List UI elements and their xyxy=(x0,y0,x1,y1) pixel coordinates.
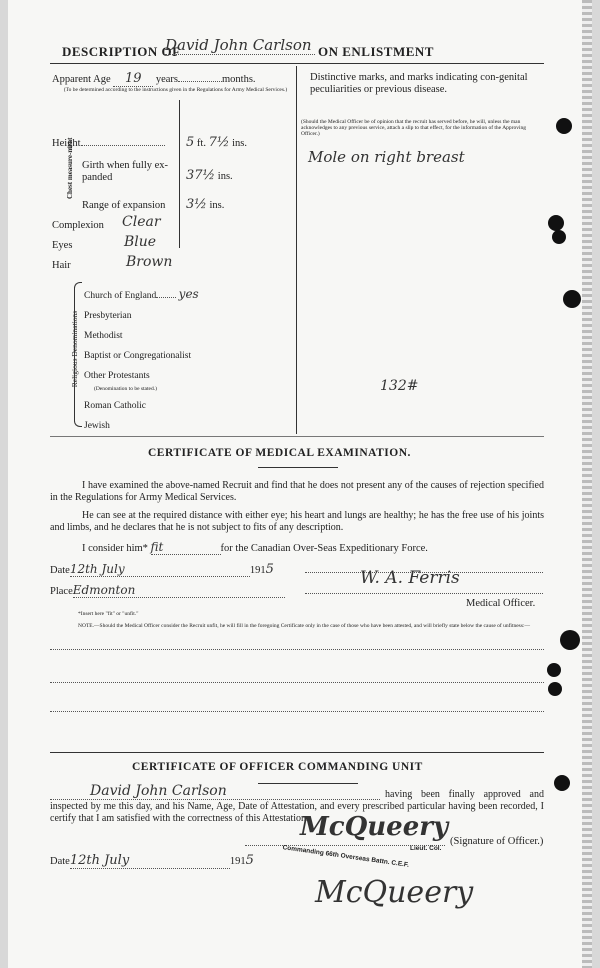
medical-para1: I have examined the above-named Recruit and find that he does not present any of the causes of rejection specified in the Regulations for Army Medical Services. xyxy=(50,480,544,503)
officer-title: CERTIFICATE OF OFFICER COMMANDING UNIT xyxy=(132,761,423,773)
medical-title: CERTIFICATE OF MEDICAL EXAMINATION. xyxy=(148,447,411,459)
divider xyxy=(50,752,544,753)
commanding-stamp: Commanding 66th Overseas Battn. C.E.F. xyxy=(282,844,410,869)
rank-stamp: Lieut. Col. xyxy=(410,845,442,852)
religion-list: Church of England yes Presbyterian Methodist Baptist or Congregationalist Other Protestants (Denomination to be stated.) Roman Catholic Jewish xyxy=(84,287,199,431)
complexion-label: Complexion xyxy=(52,220,104,231)
divider xyxy=(258,467,338,468)
religion-brace xyxy=(74,282,82,427)
medical-officer-label: Medical Officer. xyxy=(466,598,536,609)
medical-para2: He can see at the required distance with either eye; his heart and lungs are healthy; he has the free use of his joints and limbs, and he declares that he is not subject to fits of any description. xyxy=(50,510,544,533)
punch-hole xyxy=(552,230,566,244)
age-value: 19 xyxy=(113,71,153,87)
chest-label: Chest measure-ment xyxy=(66,137,74,199)
age-label: Apparent Age 19 years months. xyxy=(52,71,256,86)
punch-hole xyxy=(547,663,561,677)
header-prefix: DESCRIPTION OF xyxy=(62,44,181,59)
girth-label: Girth when fully ex-panded xyxy=(82,160,169,183)
hair-value: Brown xyxy=(126,254,173,270)
medical-note: NOTE.—Should the Medical Officer consider the Recruit unfit, he will fill in the foregoing Certificate only in the case of those who have been attested, and will briefly state below the cause of unfitness:— xyxy=(78,623,530,629)
marks-value: Mole on right breast xyxy=(308,148,465,166)
range-value: 3½ ins. xyxy=(186,197,225,212)
scan-edge xyxy=(582,0,592,968)
column-divider xyxy=(296,66,297,434)
hair-label: Hair xyxy=(52,260,71,271)
punch-hole xyxy=(556,118,572,134)
eyes-label: Eyes xyxy=(52,240,73,251)
medical-place: PlaceEdmonton xyxy=(50,583,285,598)
weight-value: 132# xyxy=(380,378,419,394)
religion-label: Religious Denominations xyxy=(70,310,79,388)
girth-value: 37½ ins. xyxy=(186,168,233,183)
punch-hole xyxy=(548,682,562,696)
officer-signature-large: McQueery xyxy=(315,875,474,910)
medical-date: Date12th July 1915 xyxy=(50,562,274,577)
consider-line: I consider him* fit for the Canadian Over-Seas Expeditionary Force. xyxy=(82,540,428,554)
marks-note: (Should the Medical Officer be of opinion that the recruit has served before, he will, unless the man acknowledges to any previous service, attach a slip to that effect, for the information of the Approving Officer.) xyxy=(301,119,527,137)
height-label: Height xyxy=(52,138,165,149)
height-value: 5 ft. 7½ ins. xyxy=(186,135,247,150)
punch-hole xyxy=(563,290,581,308)
signature-line xyxy=(305,593,543,594)
punch-hole xyxy=(560,630,580,650)
insert-note: *Insert here "fit" or "unfit." xyxy=(78,611,139,617)
complexion-value: Clear xyxy=(122,214,161,230)
header-suffix: ON ENLISTMENT xyxy=(318,44,434,59)
header-name: David John Carlson xyxy=(165,36,315,55)
blank-line xyxy=(50,682,544,683)
punch-hole xyxy=(548,215,564,231)
measure-divider xyxy=(179,100,180,248)
officer-name-value: David John Carlson xyxy=(50,783,380,800)
signature-of-officer-label: (Signature of Officer.) xyxy=(450,836,544,847)
blank-line xyxy=(50,649,544,650)
eyes-value: Blue xyxy=(124,234,157,250)
officer-para: having been finally approved and inspected by me this day, and his Name, Age, Date of Attestation, and every prescribed particular having been recorded, I certify that I am satisfied with the correctness of this Attestation. xyxy=(50,789,544,824)
punch-hole xyxy=(554,775,570,791)
divider xyxy=(50,436,544,437)
officer-signature: McQueery xyxy=(300,812,449,842)
range-label: Range of expansion xyxy=(82,200,166,211)
age-note: (To be determined according to the instructions given in the Regulations for Army Medical Services.) xyxy=(63,87,288,93)
blank-line xyxy=(50,711,544,712)
divider xyxy=(50,63,544,64)
marks-heading: Distinctive marks, and marks indicating con-genital peculiarities or previous disease. xyxy=(310,72,528,95)
officer-date: Date12th July 1915 xyxy=(50,853,254,868)
medical-signature: W. A. Ferris xyxy=(360,568,460,588)
